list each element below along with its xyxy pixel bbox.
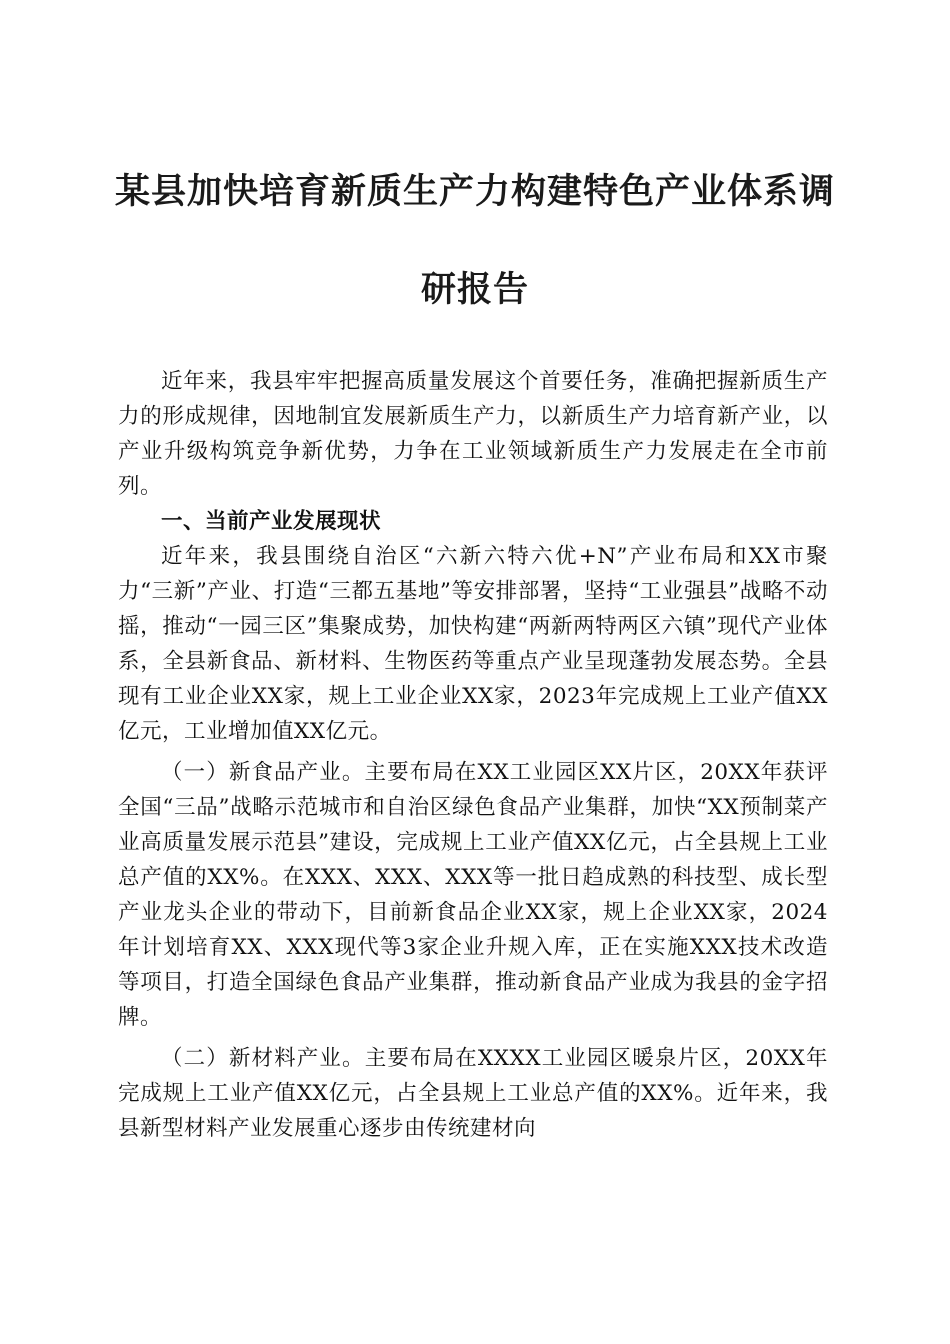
- document-title-line-1: 某县加快培育新质生产力构建特色产业体系调: [114, 171, 835, 212]
- section-heading-current-status: 一、当前产业发展现状: [161, 509, 382, 534]
- food-industry-paragraph: （一）新食品产业。主要布局在XX工业园区XX片区，20XX年获评全国“三品”战略示范城市和自治区绿色食品产业集群，加快“XX预制菜产业高质量发展示范县”建设，完成规上工业产值XX亿元，占全县规上工业总产值的XX%。在XXX、XXX、XXX等一批日趋成熟的科技型、成长型产业龙头企业的带动下，目前新食品企业XX家，规上企业XX家，2024年计划培育XX、XXX现代等3家企业升规入库，正在实施XXX技术改造等项目，打造全国绿色食品产业集群，推动新食品产业成为我县的金字招牌。: [118, 760, 828, 1030]
- status-paragraph: 近年来，我县围绕自治区“六新六特六优+N”产业布局和XX市聚力“三新”产业、打造“三都五基地”等安排部署，坚持“工业强县”战略不动摇，推动“一园三区”集聚成势，加快构建“两新两特两区六镇”现代产业体系，全县新食品、新材料、生物医药等重点产业呈现蓬勃发展态势。全县现有工业企业XX家，规上工业企业XX家，2023年完成规上工业产值XX亿元，工业增加值XX亿元。: [118, 544, 828, 744]
- materials-industry-paragraph: （二）新材料产业。主要布局在XXXX工业园区暖泉片区，20XX年完成规上工业产值XX亿元，占全县规上工业总产值的XX%。近年来，我县新型材料产业发展重心逐步由传统建材向: [118, 1046, 828, 1141]
- document-body: [118, 364, 828, 1146]
- document-title-line-2: 研报告: [420, 269, 529, 310]
- intro-paragraph: 近年来，我县牢牢把握高质量发展这个首要任务，准确把握新质生产力的形成规律，因地制宜发展新质生产力，以新质生产力培育新产业，以产业升级构筑竞争新优势，力争在工业领域新质生产力发展走在全市前列。: [118, 369, 828, 499]
